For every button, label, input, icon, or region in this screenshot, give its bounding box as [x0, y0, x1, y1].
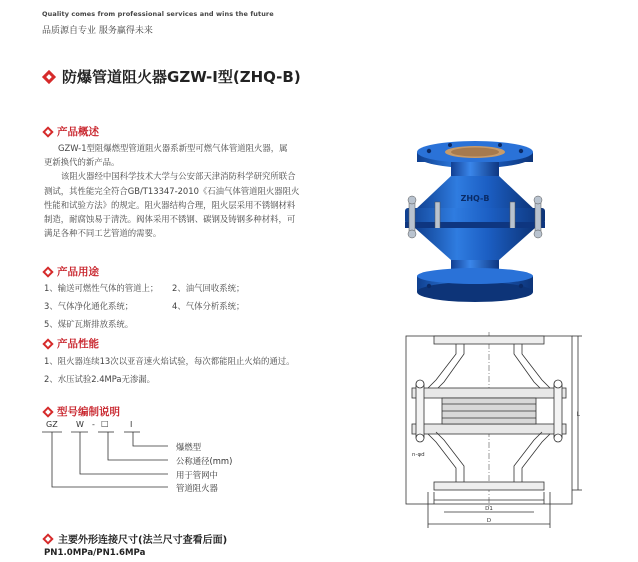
model-code-blank: □	[101, 419, 109, 428]
model-code-i: I	[130, 420, 133, 429]
overview-line: 满足各种不同工艺管道的需要。	[44, 228, 162, 239]
performance-label: 产品性能	[57, 338, 99, 350]
drawing-label-length: L	[576, 411, 580, 418]
dimensions-title: 主要外形连接尺寸(法兰尺寸查看后面)	[58, 535, 228, 546]
usage-item: 5、煤矿瓦斯排放系统。	[44, 319, 134, 329]
model-legend-explosion-type: 爆燃型	[176, 442, 202, 452]
pressure-rating: PN1.0MPa/PN1.6MPa	[44, 548, 146, 558]
valve-marking: ZHQ-B	[460, 194, 490, 203]
performance-item: 1、阻火器连续13次以亚音速火焰试验，每次都能阻止火焰的通过。	[44, 356, 295, 366]
drawing-label-d1: D1	[485, 506, 493, 512]
drawing-label-bolt-holes: n-φd	[412, 452, 425, 458]
overview-label: 产品概述	[57, 126, 99, 138]
tagline-chinese: 品质源自专业 服务赢得未来	[42, 26, 153, 36]
usage-item: 1、输送可燃性气体的管道上；	[44, 283, 159, 293]
usage-item: 4、气体分析系统；	[172, 301, 245, 311]
model-code-dash: -	[92, 420, 95, 429]
usage-item: 3、气体净化通化系统；	[44, 301, 134, 311]
flame-arrester-photo	[395, 138, 555, 308]
drawing-label-d: D	[486, 518, 492, 524]
overview-line: 该阻火器经中国科学技术大学与公安部天津消防科学研究所联合	[61, 171, 296, 182]
model-legend-pipeline-use: 用于管网中	[176, 470, 218, 480]
dimensions-heading	[44, 531, 227, 546]
overview-line: 测试，其性能完全符合GB/T13347-2010《石油气体管道阻火器阻火	[44, 185, 300, 196]
model-code-gz: GZ	[46, 420, 58, 429]
tagline-english: Quality comes from professional services and wins the future	[42, 10, 274, 18]
cross-section-drawing	[392, 332, 582, 532]
model-code-w: W	[76, 420, 84, 429]
usage-item: 2、油气回收系统；	[172, 283, 245, 293]
product-title: 防爆管道阻火器GZW-I型(ZHQ-B)	[62, 68, 301, 86]
overview-line: GZW-1型阻爆燃型管道阻火器系新型可燃气体管道阻火器，属	[58, 143, 288, 153]
model-legend-pipe-arrester: 管道阻火器	[176, 483, 218, 493]
performance-item: 2、水压试验2.4MPa无渗漏。	[44, 374, 156, 384]
usage-label: 产品用途	[57, 266, 99, 278]
overview-line: 更新换代的新产品。	[44, 157, 120, 168]
model-label: 型号编制说明	[57, 406, 120, 418]
model-legend-nominal-diameter: 公称通径(mm)	[176, 456, 233, 466]
overview-line: 制造，耐腐蚀易于清洗。阀体采用不锈钢、碳钢及铸钢多种材料，可	[44, 214, 296, 225]
overview-line: 性能和试验方法》的规定。阻火器结构合理，阻火层采用不锈钢材料	[44, 199, 296, 210]
diamond-bullet-icon	[42, 533, 53, 544]
